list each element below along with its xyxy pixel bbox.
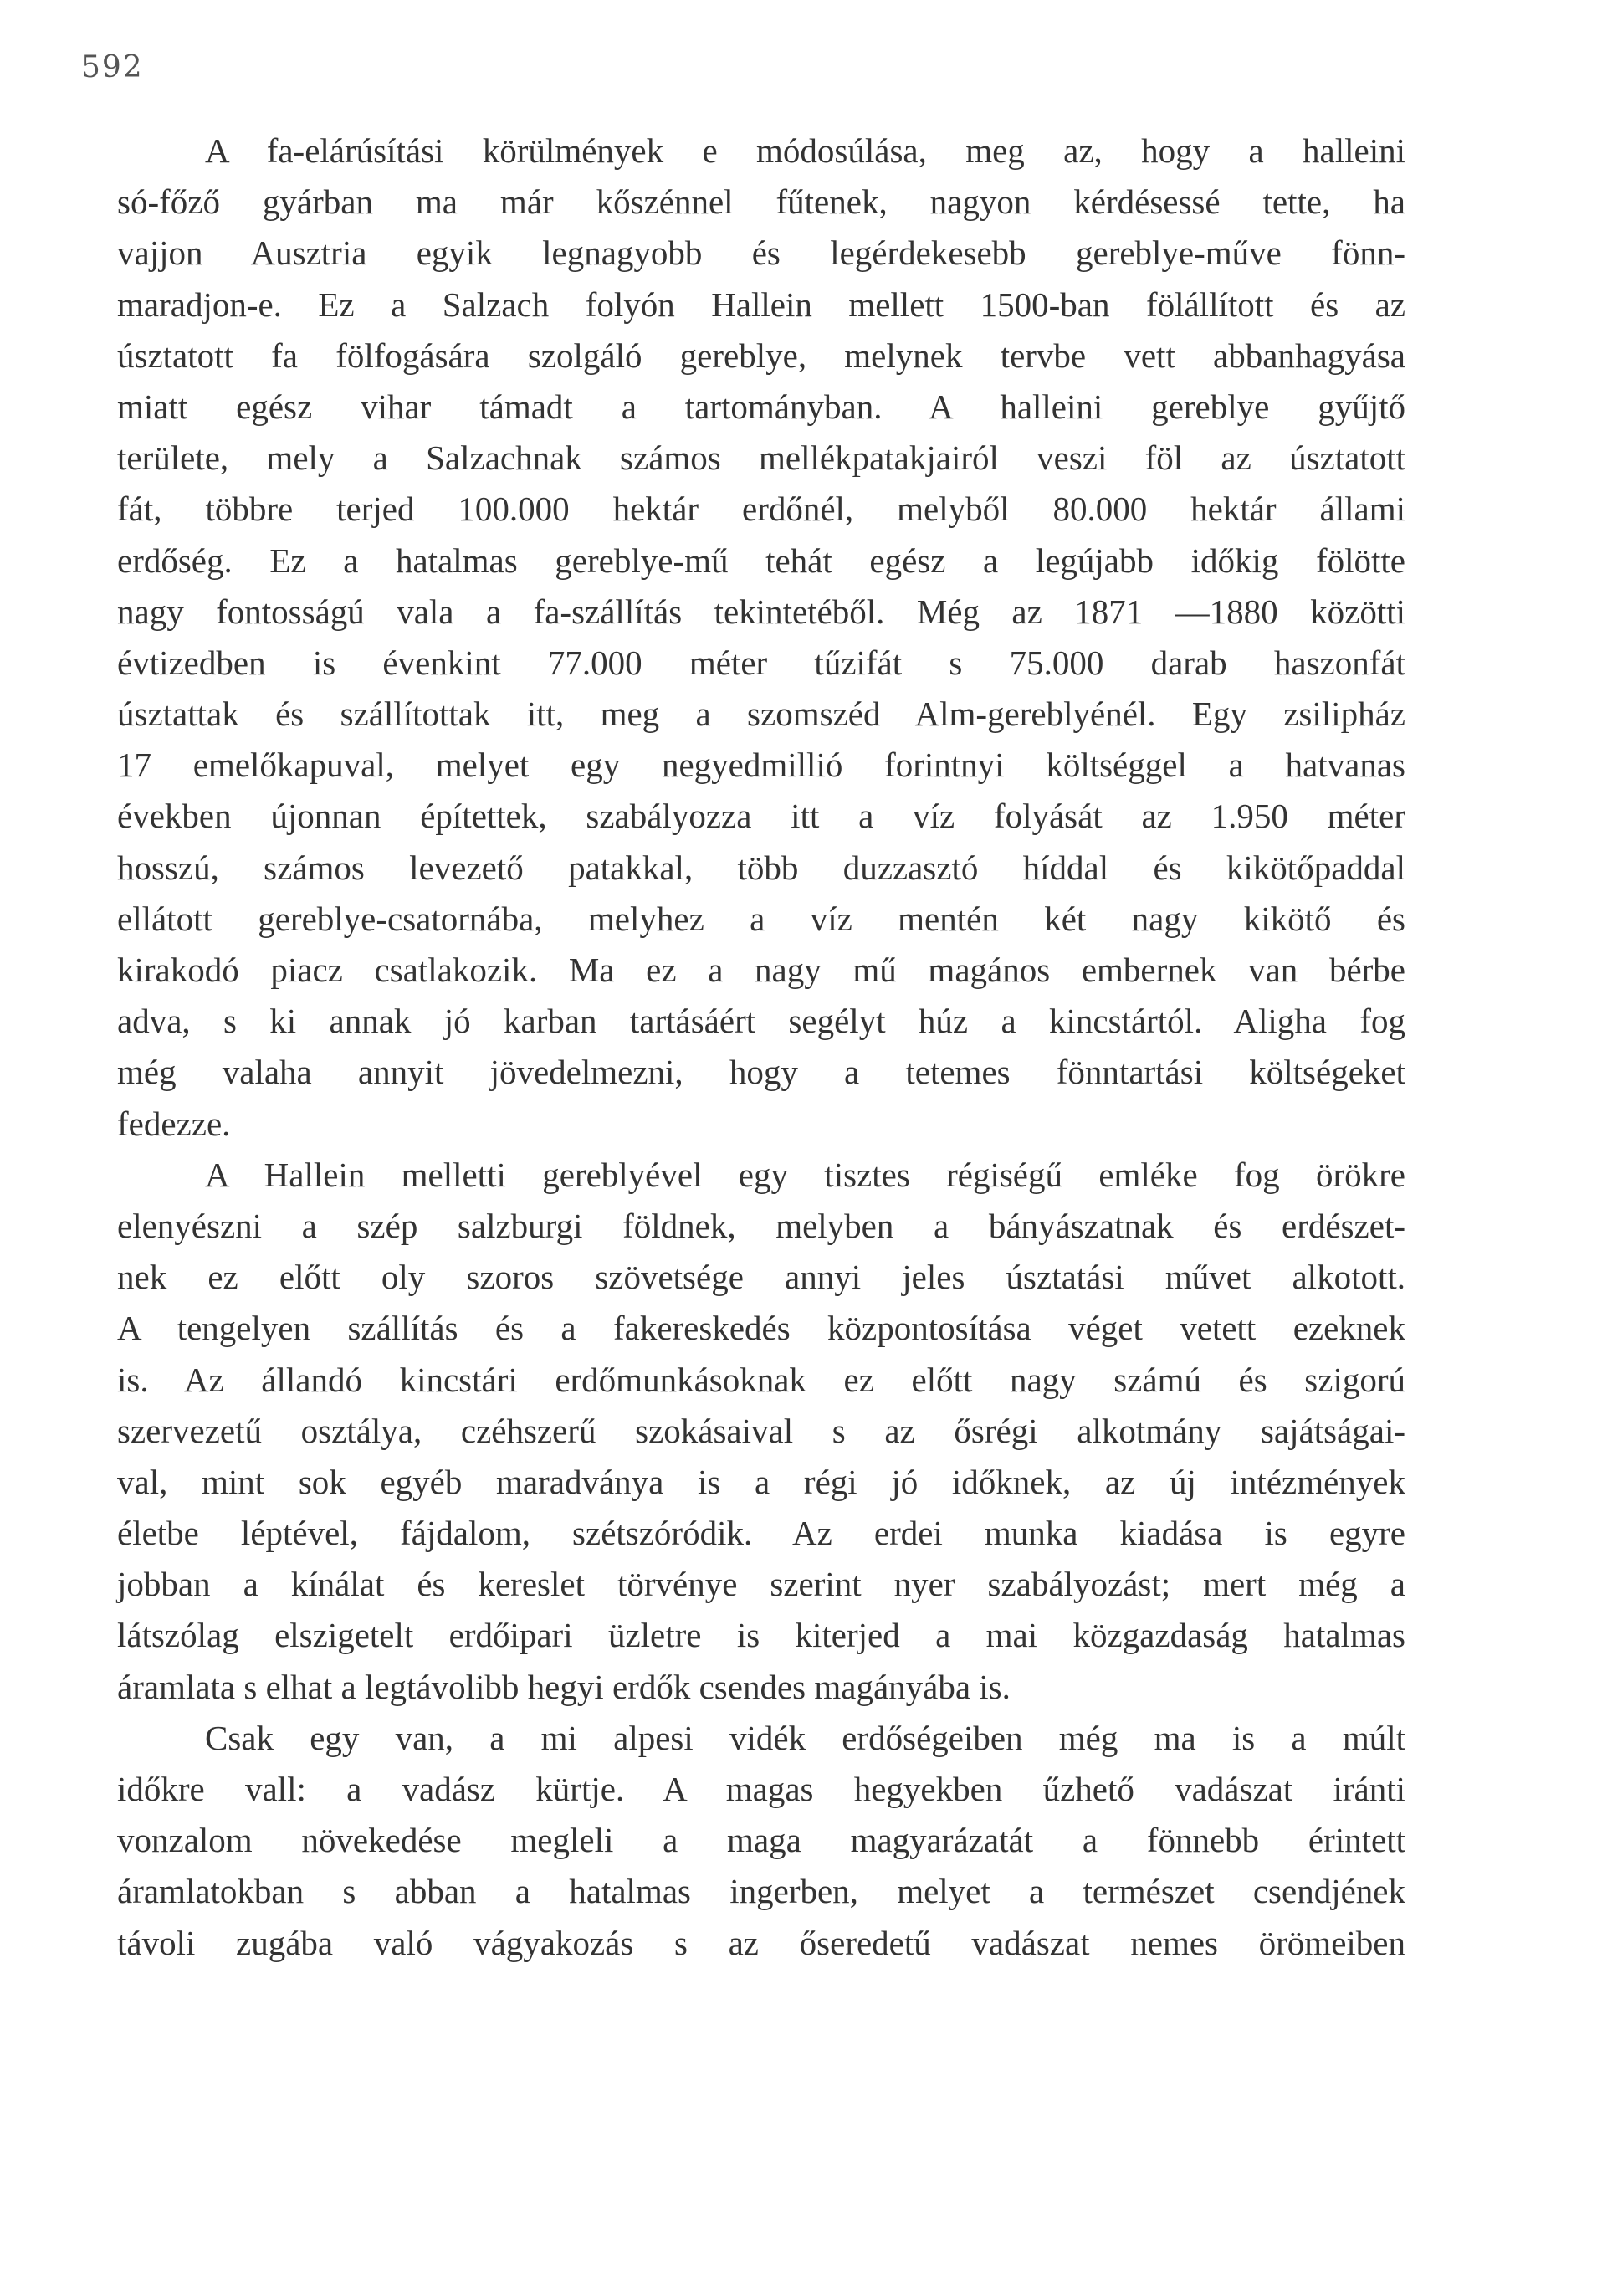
text-line: életbe léptével, fájdalom, szétszóródik. Az erdei munka kiadása is egyre (117, 1514, 1405, 1553)
text-line: A fa-elárúsítási körülmények e módosúlása, meg az, hogy a halleini (205, 131, 1405, 170)
text-line: miatt egész vihar támadt a tartományban. A halleini gereblye gyűjtő (117, 387, 1405, 426)
text-line: ellátott gereblye-csatornába, melyhez a víz mentén két nagy kikötő és (117, 899, 1405, 938)
text-line: áramlata s elhat a legtávolibb hegyi erdők csendes magányába is. (117, 1667, 1011, 1706)
text-line: erdőség. Ez a hatalmas gereblye-mű tehát egész a legújabb időkig fölötte (117, 541, 1405, 580)
text-line: látszólag elszigetelt erdőipari üzletre is kiterjed a mai közgazdaság hatalmas (117, 1616, 1405, 1655)
text-line: nagy fontosságú vala a fa-szállítás tekintetéből. Még az 1871 —1880 közötti (117, 592, 1405, 631)
text-line: úsztatott fa fölfogására szolgáló gereblye, melynek tervbe vett abbanhagyása (117, 336, 1405, 375)
paragraph-3 (117, 1713, 1405, 1969)
text-line: is. Az állandó kincstári erdőmunkásoknak ez előtt nagy számú és szigorú (117, 1360, 1405, 1399)
page-number: 592 (81, 50, 144, 85)
text-line: nek ez előtt oly szoros szövetsége annyi jeles úsztatási művet alkotott. (117, 1258, 1405, 1297)
text-line: val, mint sok egyéb maradványa is a régi jó időknek, az új intézmények (117, 1462, 1405, 1501)
text-line: távoli zugába való vágyakozás s az őseredetű vadászat nemes örömeiben (117, 1923, 1405, 1962)
text-line: 17 emelőkapuval, melyet egy negyedmillió forintnyi költséggel a hatvanas (117, 746, 1405, 785)
text-line: évtizedben is évenkint 77.000 méter tűzifát s 75.000 darab haszonfát (117, 643, 1405, 682)
text-line: években újonnan építettek, szabályozza itt a víz folyását az 1.950 méter (117, 797, 1405, 836)
text-line: fát, többre terjed 100.000 hektár erdőnél, melyből 80.000 hektár állami (117, 489, 1405, 529)
text-line: Csak egy van, a mi alpesi vidék erdőségeiben még ma is a múlt (205, 1718, 1405, 1757)
text-line: maradjon-e. Ez a Salzach folyón Hallein mellett 1500-ban fölállított és az (117, 284, 1405, 324)
text-line: só-főző gyárban ma már kőszénnel fűtenek, nagyon kérdésessé tette, ha (117, 182, 1405, 222)
text-line: áramlatokban s abban a hatalmas ingerben, melyet a természet csendjének (117, 1872, 1405, 1911)
text-line: vajjon Ausztria egyik legnagyobb és legérdekesebb gereblye-műve fönn- (117, 233, 1405, 273)
text-line: vonzalom növekedése megleli a maga magyarázatát a fönnebb érintett (117, 1821, 1405, 1860)
text-line: szervezetű osztálya, czéhszerű szokásaival s az ősrégi alkotmány sajátságai- (117, 1411, 1405, 1450)
text-line: elenyészni a szép salzburgi földnek, melyben a bányászatnak és erdészet- (117, 1206, 1405, 1245)
text-line: adva, s ki annak jó karban tartásáért segélyt húz a kincstártól. Aligha fog (117, 1002, 1405, 1041)
text-line: jobban a kínálat és kereslet törvénye szerint nyer szabályozást; mert még a (117, 1565, 1405, 1604)
paragraph-1 (117, 126, 1405, 1150)
text-line: A Hallein melletti gereblyével egy tisztes régiségű emléke fog örökre (205, 1155, 1405, 1194)
text-line: úsztattak és szállítottak itt, meg a szomszéd Alm-gereblyénél. Egy zsilipház (117, 694, 1405, 734)
text-line: még valaha annyit jövedelmezni, hogy a tetemes fönntartási költségeket (117, 1053, 1405, 1092)
text-line: A tengelyen szállítás és a fakereskedés központosítása véget vetett ezeknek (117, 1309, 1405, 1348)
text-line: fedezze. (117, 1104, 231, 1143)
text-line: időkre vall: a vadász kürtje. A magas hegyekben űzhető vadászat iránti (117, 1770, 1405, 1808)
text-line: hosszú, számos levezető patakkal, több duzzasztó híddal és kikötőpaddal (117, 848, 1405, 887)
text-line: területe, mely a Salzachnak számos mellékpatakjairól veszi föl az úsztatott (117, 438, 1405, 478)
body-text (117, 126, 1405, 1969)
text-line: kirakodó piacz csatlakozik. Ma ez a nagy mű magános embernek van bérbe (117, 951, 1405, 989)
paragraph-2 (117, 1150, 1405, 1713)
